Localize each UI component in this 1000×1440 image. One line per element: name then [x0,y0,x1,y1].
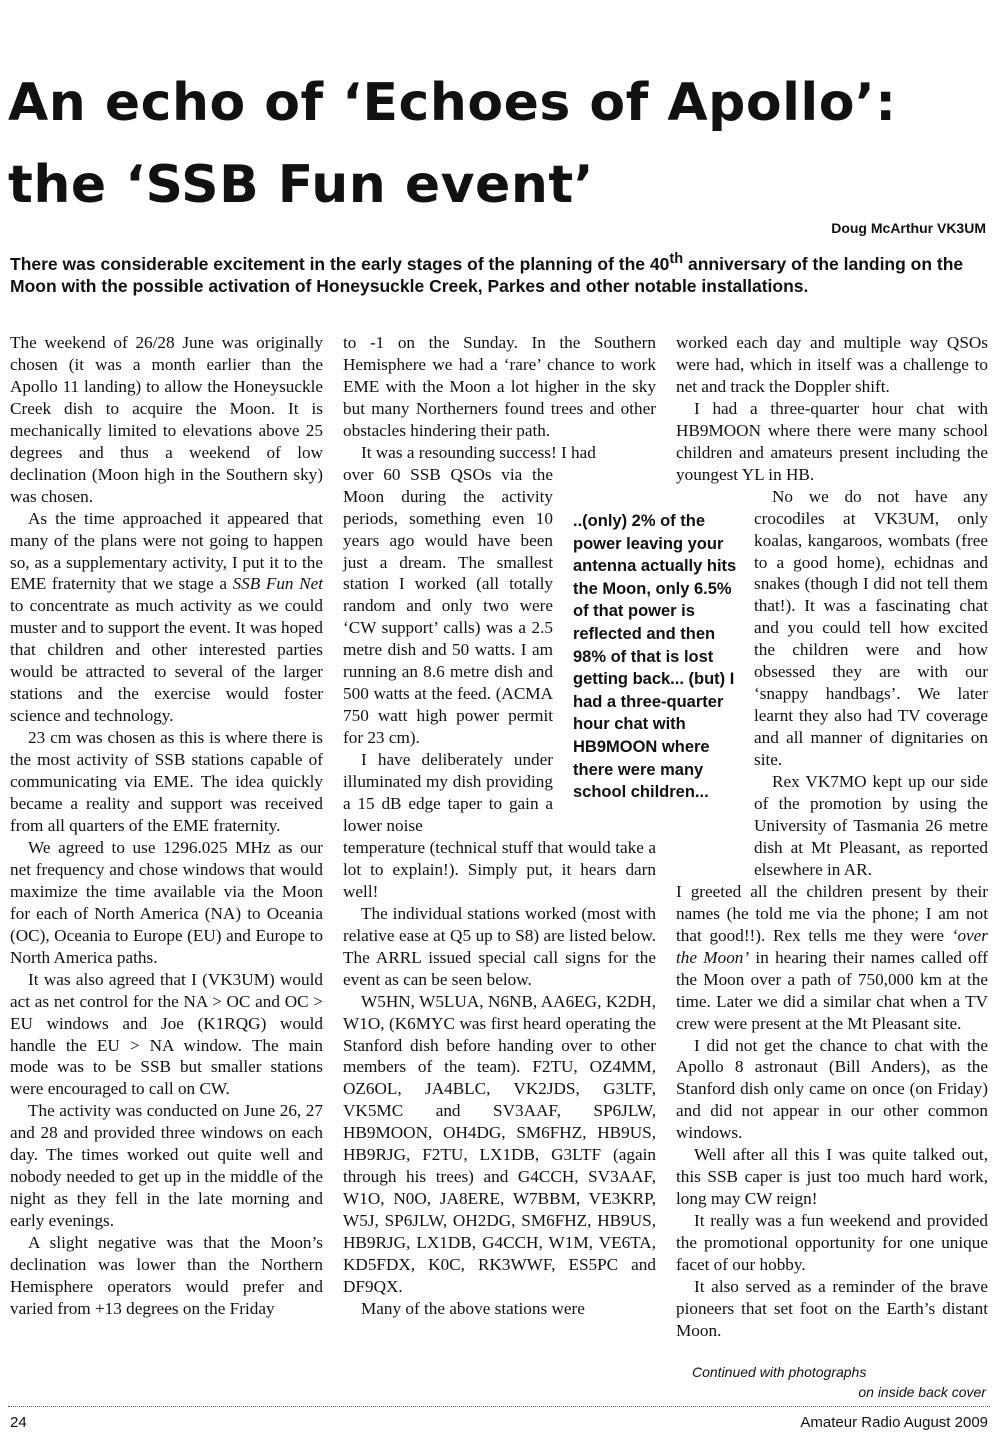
column-1 [10,332,323,1320]
continued-note: Continued with photographs [692,1364,867,1380]
paragraph: to -1 on the Sunday. In the Southern Hemisphere we had a ‘rare’ chance to work EME with the Moon a lot higher in the sky but many Northerners found trees and other obstacles hindering their path. [343,333,656,440]
standfirst [10,248,980,297]
paragraph: Many of the above stations were [361,1298,585,1318]
standfirst-superscript: th [669,251,684,267]
text-run: to concentrate as much activity as we could muster and to support the event. It was hoped that children and other interested parties would be attracted to several of the larger stations and the exercise would foster science and technology. [10,596,323,726]
paragraph: We agreed to use 1296.025 MHz as our net frequency and chose windows that would maximize the time available via the Moon for each of North America (NA) to Oceania (OC), Oceania to Europe (EU) and Europe to North America paths. [10,837,323,967]
paragraph-narrow: I have deliberately under illuminated my dish providing a 15 dB edge taper to gain a lower noise [343,750,553,835]
paragraph: worked each day and multiple way QSOs were had, which in itself was a challenge to net and track the Doppler shift. [676,333,988,396]
page-number: 24 [10,1414,27,1431]
paragraph: It was also agreed that I (VK3UM) would act as net control for the NA > OC and OC > EU windows and Joe (K1RQG) would handle the EU > NA window. The main mode was to be SSB but smaller stations were encouraged to call on CW. [10,969,323,1099]
emphasis: SSB Fun Net [232,574,323,594]
paragraph: It was a resounding success! I had [361,442,596,462]
call-sign-list: W5HN, W5LUA, N6NB, AA6EG, K2DH, W1O, (K6MYC was first heard operating the Stanford dish before handing over to other members of the team). F2TU, OZ4MM, OZ6OL, JA4BLC, VK2JDS, G3LTF, VK5MC and SV3AAF, SP6JLW, HB9MOON, OH4DG, SM6FHZ, HB9US, HB9RJG, F2TU, LX1DB, G3LTF (again through his trees) and G4CCH, SV3AAF, W1O, N0O, JA8ERE, W7BBM, VE3KRP, W5J, SP6JLW, OH2DG, SM6FHZ, HB9US, HB9RJG, LX1DB, G4CCH, W1M, VE6TA, KD5FDX, K0C, RK3WWF, ES5PC and DF9QX. [343,991,656,1296]
text-run: in hearing their names called off the Moon over a path of 750,000 km at the time. Later we did a similar chat when a TV crew were present at the Mt Pleasant site. [676,947,988,1033]
paragraph: I had a three-quarter hour chat with HB9MOON where there were many school children and amateurs present including the youngest YL in HB. [676,398,988,484]
paragraph: The activity was conducted on June 26, 27 and 28 and provided three windows on each day. The times worked out quite well and nobody needed to get up in the middle of the night as they fell in the late morning and early evenings. [10,1101,323,1231]
paragraph-indented: No we do not have any crocodiles at VK3UM, only koalas, kangaroos, wombats (free to a good home), echidnas and snakes (though I did not tell them that!). It was a fascinating chat and you could tell how excited the children were and how obsessed they are with our ‘snappy handbags’. We later learnt they also had TV coverage and all manner of dignitaries on site. [754,486,988,770]
paragraph: temperature (technical stuff that would take a lot to explain!). Simply put, it hears darn well! [343,837,656,901]
standfirst-text: There was considerable excitement in the early stages of the planning of the 40 [10,253,670,274]
text-run: I greeted all the children present by their names (he told me via the phone; I am not that good!!). Rex tells me they were [676,881,988,945]
paragraph: Well after all this I was quite talked out, this SSB caper is just too much hard work, long may CW reign! [676,1145,988,1209]
continued-note-location: on inside back cover [858,1384,986,1400]
pull-quote: ..(only) 2% of the power leaving your antenna actually hits the Moon, only 6.5% of that power is reflected and then 98% of that is lost getting back... (but) I had a three-quarter hour chat with HB9MOON where there were many school children... [573,512,737,802]
author-byline: Doug McArthur VK3UM [831,220,986,236]
standfirst-text-cont: anniversary of the landing on the Moon with the possible activation of Honeysuckle Creek, Parkes and other notable installations. [10,253,964,296]
paragraph: A slight negative was that the Moon’s declination was lower than the Northern Hemisphere operators would prefer and varied from +13 degrees on the Friday [10,1233,323,1318]
paragraph [676,881,988,1035]
paragraph: The weekend of 26/28 June was originally chosen (it was a month earlier than the Apollo 11 landing) to allow the Honeysuckle Creek dish to acquire the Moon. It is mechanically limited to elevations above 25 degrees and thus a weekend of low declination (Moon high in the Southern sky) was chosen. [10,333,323,506]
footer-divider [8,1406,990,1407]
paragraph: It also served as a reminder of the brave pioneers that set foot on the Earth’s distant Moon. [676,1276,988,1340]
paragraph [10,508,323,728]
text-run: As the time approached it appeared that many of the plans were not going to happen so, as a supplementary activity, I put it to the EME fraternity that we stage a [10,508,323,594]
paragraph: It really was a fun weekend and provided the promotional opportunity for one unique facet of our hobby. [676,1211,988,1275]
paragraph: 23 cm was chosen as this is where there is the most activity of SSB stations capable of communicating via EME. The idea quickly became a reality and support was received from all quarters of the EME fraternity. [10,728,323,835]
article-title: An echo of ‘Echoes of Apollo’: the ‘SSB Fun event’ [8,73,897,215]
column-2 [343,332,656,1320]
emphasis: ‘over the Moon’ [676,925,988,967]
publication-name: Amateur Radio August 2009 [800,1414,988,1431]
column-3 [676,332,988,1342]
paragraph: The individual stations worked (most with relative ease at Q5 up to S8) are listed below. The ARRL issued special call signs for the event as can be seen below. [343,903,656,989]
paragraph: I did not get the chance to chat with the Apollo 8 astronaut (Bill Anders), as the Stanford dish only came on once (on Friday) and did not appear in our other common windows. [676,1035,988,1143]
paragraph-narrow: over 60 SSB QSOs via the Moon during the activity periods, something even 10 years ago would have been just a dream. The smallest station I worked (all totally random and only two were ‘CW support’ calls) was a 2.5 metre dish and 50 watts. I am running an 8.6 metre dish and 500 watts at the feed. (ACMA 750 watt high power permit for 23 cm). [343,464,553,748]
paragraph-indented: Rex VK7MO kept up our side of the promotion by using the University of Tasmania 26 metre dish at Mt Pleasant, as reported elsewhere in AR. [754,772,988,879]
